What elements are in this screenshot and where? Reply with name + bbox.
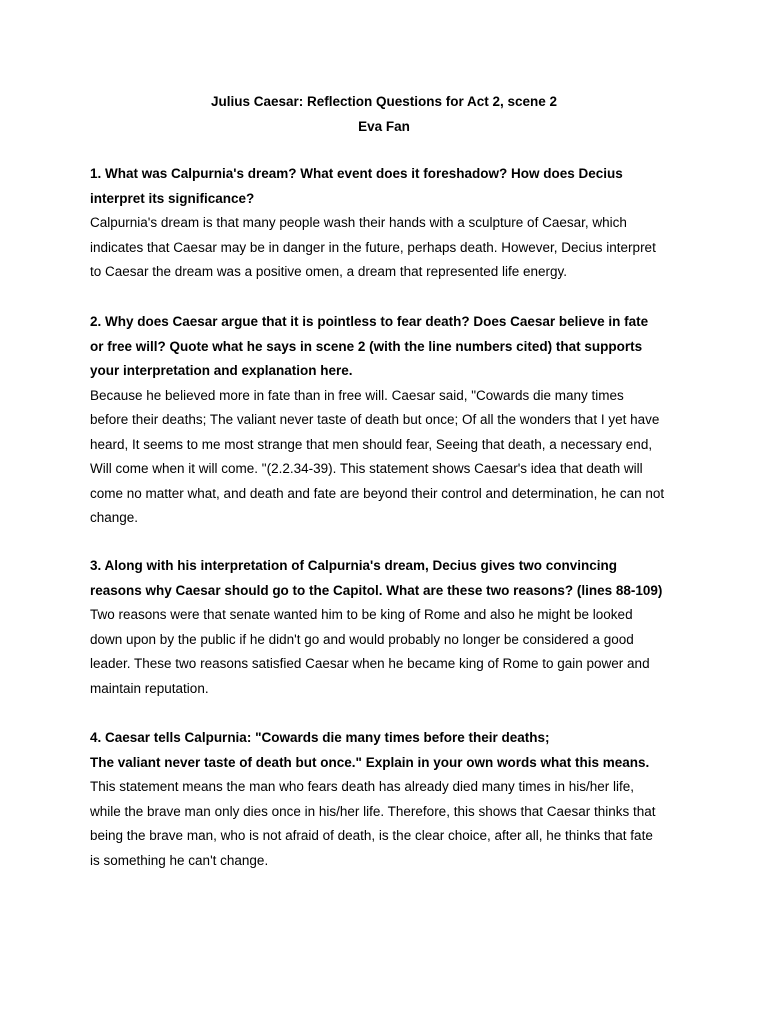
question-line: reasons why Caesar should go to the Capitol. What are these two reasons? (lines 88-109): [90, 582, 663, 598]
answer-line: leader. These two reasons satisfied Caesar when he became king of Rome to gain power and: [90, 656, 650, 671]
answer-line: Because he believed more in fate than in free will. Caesar said, "Cowards die many times: [90, 387, 624, 403]
question-block-3: [90, 554, 690, 701]
question-3: [90, 554, 690, 603]
answer-line: down upon by the public if he didn't go and would probably no longer be considered a good: [90, 631, 634, 647]
answer-4: [90, 775, 690, 873]
answer-line: while the brave man only dies once in his/her life. Therefore, this shows that Caesar thinks that: [90, 803, 656, 819]
question-line: 3. Along with his interpretation of Calpurnia's dream, Decius gives two convincing: [90, 558, 618, 573]
answer-line: This statement means the man who fears death has already died many times in his/her life,: [90, 779, 635, 794]
question-1: [90, 162, 690, 211]
question-line: your interpretation and explanation here.: [90, 363, 353, 378]
answer-line: being the brave man, who is not afraid of death, is the clear choice, after all, he thinks that fate: [90, 828, 653, 843]
question-line: interpret its significance?: [90, 190, 255, 206]
answer-line: before their deaths; The valiant never taste of death but once; Of all the wonders that I yet have: [90, 412, 660, 427]
question-line: 4. Caesar tells Calpurnia: "Cowards die many times before their deaths;: [90, 730, 550, 745]
answer-line: Calpurnia's dream is that many people wash their hands with a sculpture of Caesar, which: [90, 215, 627, 230]
question-block-1: [90, 162, 690, 285]
answer-line: to Caesar the dream was a positive omen, a dream that represented life energy.: [90, 264, 568, 279]
document-title: Julius Caesar: Reflection Questions for Act 2, scene 2: [210, 94, 558, 109]
answer-line: change.: [90, 510, 139, 525]
answer-line: come no matter what, and death and fate are beyond their control and determination, he can not: [90, 485, 665, 501]
title-block: [0, 90, 768, 139]
answer-line: heard, It seems to me most strange that men should fear, Seeing that death, a necessary end,: [90, 436, 653, 452]
question-line: or free will? Quote what he says in scene 2 (with the line numbers cited) that supports: [90, 338, 643, 354]
answer-line: maintain reputation.: [90, 680, 209, 696]
question-2: [90, 310, 690, 384]
answer-3: [90, 603, 690, 701]
answer-2: [90, 384, 690, 531]
question-line: The valiant never taste of death but once." Explain in your own words what this means.: [90, 754, 650, 770]
answer-line: indicates that Caesar may be in danger in the future, perhaps death. However, Decius interpret: [90, 239, 656, 255]
answer-line: is something he can't change.: [90, 852, 269, 868]
question-block-2: [90, 310, 690, 531]
author-name: Eva Fan: [358, 118, 410, 134]
question-line: 2. Why does Caesar argue that it is pointless to fear death? Does Caesar believe in fate: [90, 314, 649, 329]
question-4: [90, 726, 690, 775]
answer-1: [90, 211, 690, 285]
question-block-4: [90, 726, 690, 873]
answer-line: Will come when it will come. "(2.2.34-39). This statement shows Caesar's idea that death will: [90, 461, 643, 476]
question-line: 1. What was Calpurnia's dream? What event does it foreshadow? How does Decius: [90, 166, 623, 181]
answer-line: Two reasons were that senate wanted him to be king of Rome and also he might be looked: [90, 607, 633, 622]
